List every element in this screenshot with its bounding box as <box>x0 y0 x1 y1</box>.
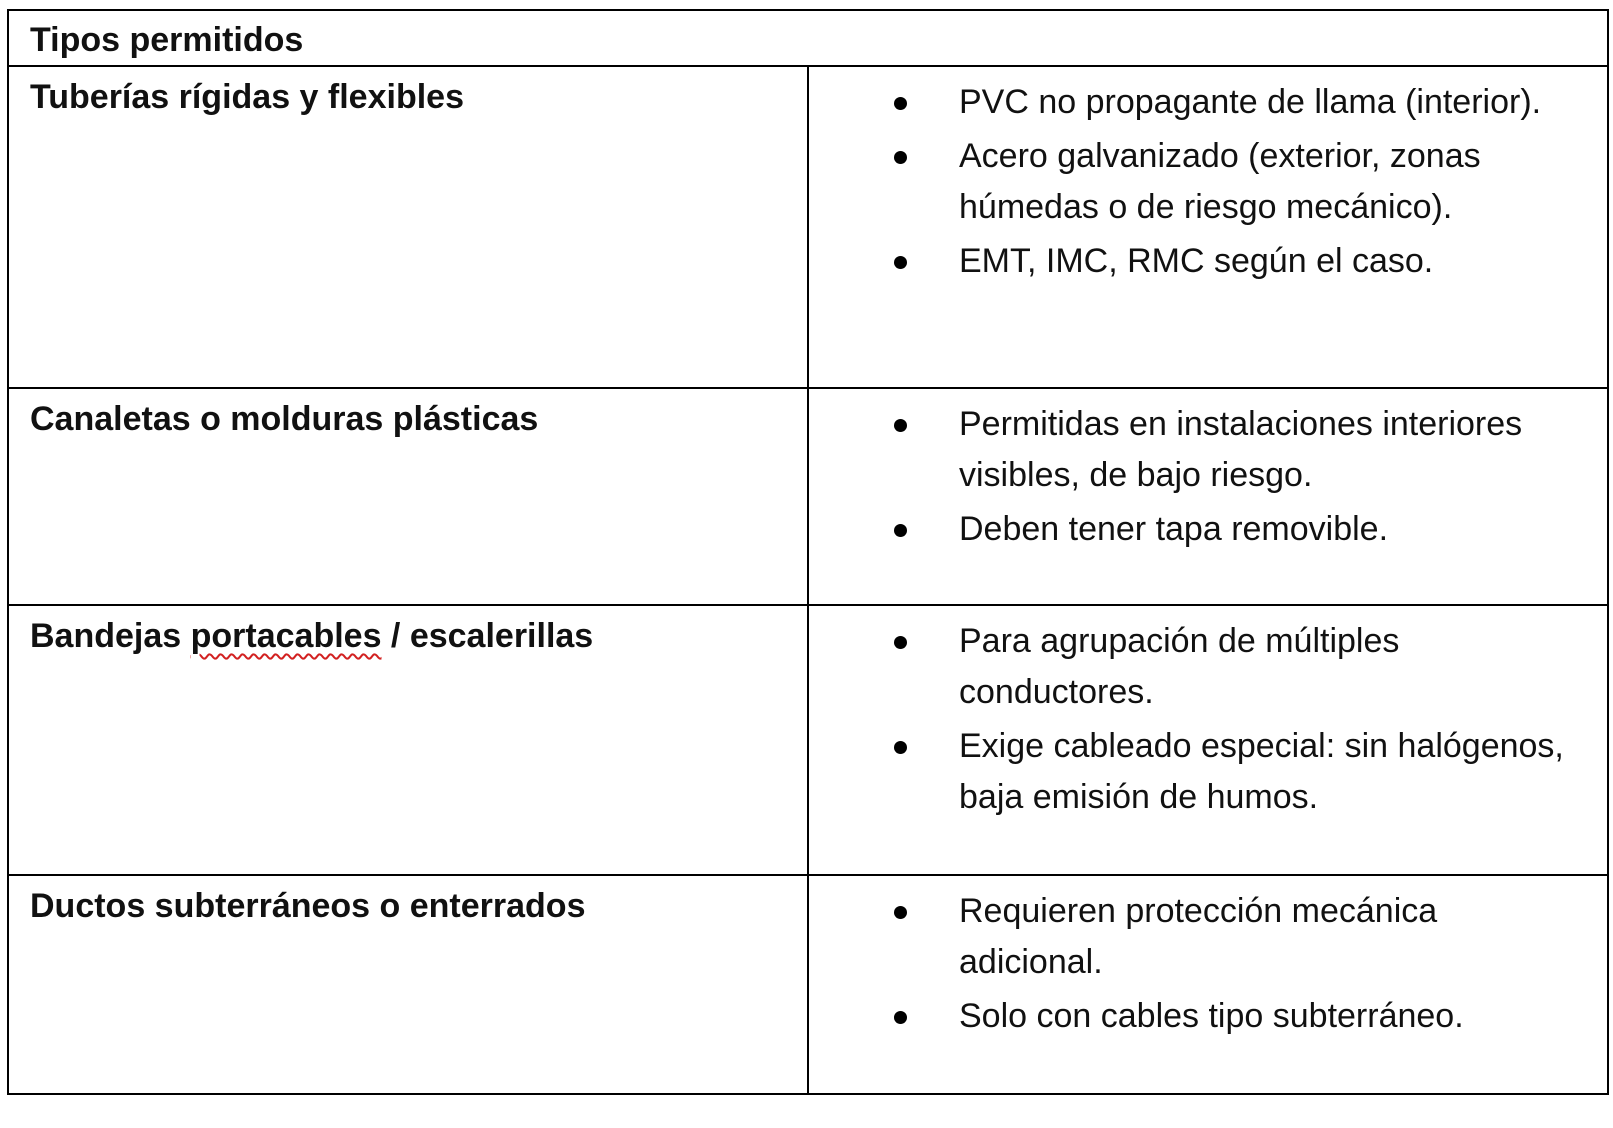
type-label-part: / escalerillas <box>381 617 594 655</box>
description-cell <box>808 66 1608 388</box>
bullet-icon <box>894 1011 907 1024</box>
type-label: Tuberías rígidas y flexibles <box>30 78 464 116</box>
bullet-list <box>809 399 1587 555</box>
table-row <box>8 388 1608 605</box>
table-header-row <box>8 10 1608 66</box>
list-item <box>809 77 1587 128</box>
list-item-text: Para agrupación de múltiples conductores. <box>959 622 1400 711</box>
list-item <box>809 991 1587 1042</box>
list-item-text: Requieren protección mecánica adicional. <box>959 892 1438 981</box>
spellcheck-flagged-word: portacables <box>190 617 382 655</box>
type-cell <box>8 605 808 875</box>
type-cell <box>8 66 808 388</box>
bullet-list <box>809 77 1587 287</box>
type-label: Ductos subterráneos o enterrados <box>30 887 586 925</box>
table-row <box>8 605 1608 875</box>
list-item <box>809 399 1587 501</box>
type-label <box>30 617 593 655</box>
type-cell <box>8 875 808 1094</box>
table-row <box>8 875 1608 1094</box>
description-cell <box>808 875 1608 1094</box>
list-item <box>809 886 1587 988</box>
type-label: Canaletas o molduras plásticas <box>30 400 539 438</box>
list-item <box>809 131 1587 233</box>
list-item-text: PVC no propagante de llama (interior). <box>959 83 1542 121</box>
type-cell <box>8 388 808 605</box>
list-item-text: Permitidas en instalaciones interiores visibles, de bajo riesgo. <box>959 405 1523 494</box>
permitted-types-table <box>7 9 1609 1095</box>
bullet-icon <box>894 524 907 537</box>
bullet-icon <box>894 906 907 919</box>
bullet-icon <box>894 741 907 754</box>
list-item-text: Solo con cables tipo subterráneo. <box>959 997 1464 1035</box>
list-item-text: Exige cableado especial: sin halógenos, baja emisión de humos. <box>959 727 1564 816</box>
description-cell <box>808 388 1608 605</box>
bullet-icon <box>894 419 907 432</box>
description-cell <box>808 605 1608 875</box>
list-item-text: Deben tener tapa removible. <box>959 510 1389 548</box>
bullet-icon <box>894 636 907 649</box>
list-item-text: Acero galvanizado (exterior, zonas húmedas o de riesgo mecánico). <box>959 137 1481 226</box>
table-row <box>8 66 1608 388</box>
type-label-part: Bandejas <box>30 617 191 655</box>
bullet-icon <box>894 151 907 164</box>
list-item <box>809 616 1587 718</box>
bullet-icon <box>894 256 907 269</box>
bullet-icon <box>894 97 907 110</box>
list-item <box>809 236 1587 287</box>
list-item-text: EMT, IMC, RMC según el caso. <box>959 242 1434 280</box>
list-item <box>809 721 1587 823</box>
table-header-cell <box>8 10 1608 66</box>
table-header-text: Tipos permitidos <box>30 21 304 59</box>
bullet-list <box>809 616 1587 823</box>
bullet-list <box>809 886 1587 1042</box>
list-item <box>809 504 1587 555</box>
